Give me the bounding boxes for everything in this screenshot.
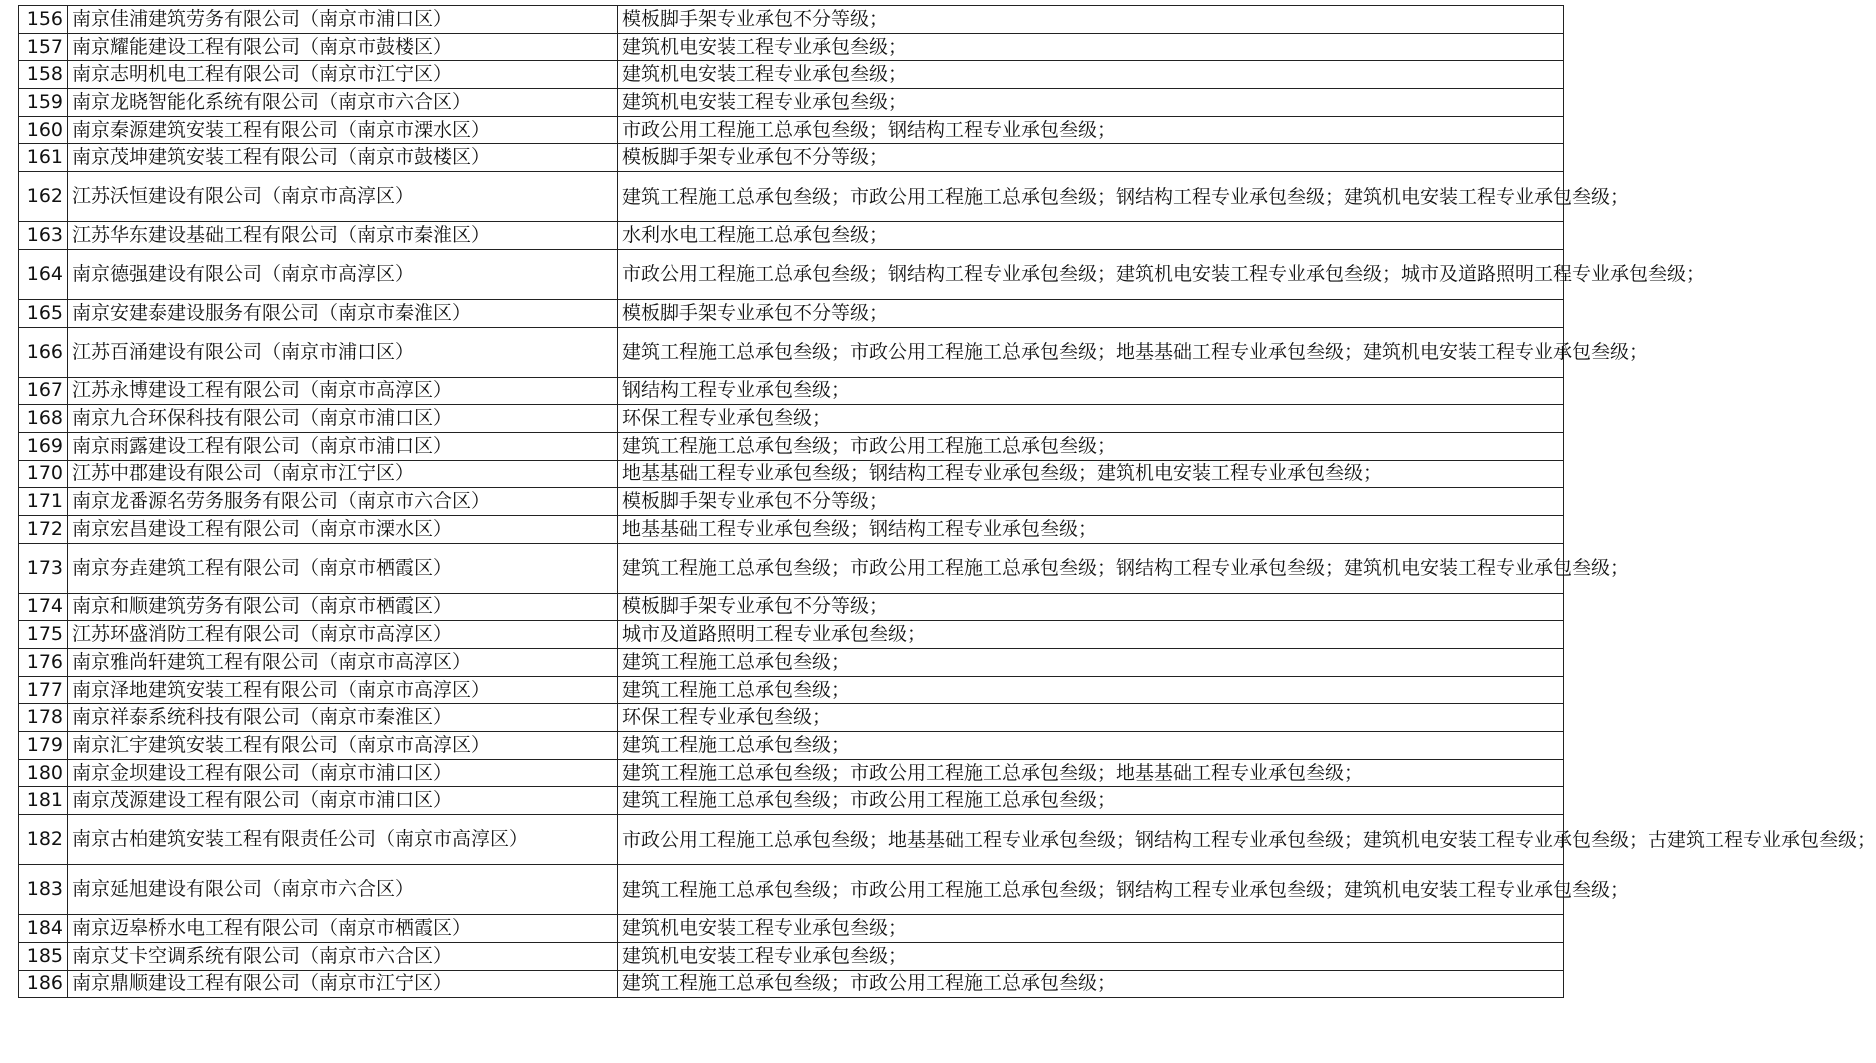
qualification-text: 建筑工程施工总承包叁级；市政公用工程施工总承包叁级；地基基础工程专业承包叁级； [618, 759, 1564, 787]
company-name: 南京佳浦建筑劳务有限公司（南京市浦口区） [68, 6, 618, 34]
company-name: 南京雅尚轩建筑工程有限公司（南京市高淳区） [68, 649, 618, 677]
row-number: 183 [19, 865, 68, 915]
company-name: 江苏沃恒建设有限公司（南京市高淳区） [68, 172, 618, 222]
company-name: 南京迈皋桥水电工程有限公司（南京市栖霞区） [68, 915, 618, 943]
table-row [19, 249, 1564, 299]
company-name: 南京安建泰建设服务有限公司（南京市秦淮区） [68, 299, 618, 327]
qualification-text: 建筑工程施工总承包叁级； [618, 676, 1564, 704]
row-number: 158 [19, 61, 68, 89]
company-name: 南京宏昌建设工程有限公司（南京市溧水区） [68, 515, 618, 543]
table-row [19, 6, 1564, 34]
company-name: 南京耀能建设工程有限公司（南京市鼓楼区） [68, 33, 618, 61]
row-number: 179 [19, 732, 68, 760]
row-number: 161 [19, 144, 68, 172]
table-row [19, 787, 1564, 815]
row-number: 156 [19, 6, 68, 34]
qualification-text: 地基基础工程专业承包叁级；钢结构工程专业承包叁级； [618, 515, 1564, 543]
qualification-text: 建筑工程施工总承包叁级； [618, 732, 1564, 760]
row-number: 181 [19, 787, 68, 815]
qualification-text: 建筑工程施工总承包叁级；市政公用工程施工总承包叁级；钢结构工程专业承包叁级；建筑机电安装工程专业承包叁级； [618, 172, 1564, 222]
qualification-text: 建筑机电安装工程专业承包叁级； [618, 942, 1564, 970]
row-number: 184 [19, 915, 68, 943]
qualification-text: 市政公用工程施工总承包叁级；钢结构工程专业承包叁级；建筑机电安装工程专业承包叁级；城市及道路照明工程专业承包叁级； [618, 249, 1564, 299]
row-number: 166 [19, 327, 68, 377]
table-row [19, 432, 1564, 460]
qualification-text: 模板脚手架专业承包不分等级； [618, 144, 1564, 172]
qualification-text: 建筑工程施工总承包叁级；市政公用工程施工总承包叁级；地基基础工程专业承包叁级；建筑机电安装工程专业承包叁级； [618, 327, 1564, 377]
company-name: 江苏永博建设工程有限公司（南京市高淳区） [68, 377, 618, 405]
qualification-text: 环保工程专业承包叁级； [618, 704, 1564, 732]
company-name: 南京泽地建筑安装工程有限公司（南京市高淳区） [68, 676, 618, 704]
company-name: 南京茂坤建筑安装工程有限公司（南京市鼓楼区） [68, 144, 618, 172]
company-name: 南京秦源建筑安装工程有限公司（南京市溧水区） [68, 116, 618, 144]
qualification-text: 模板脚手架专业承包不分等级； [618, 488, 1564, 516]
table-row [19, 759, 1564, 787]
table-row [19, 704, 1564, 732]
table-row [19, 515, 1564, 543]
qualification-text: 城市及道路照明工程专业承包叁级； [618, 621, 1564, 649]
row-number: 167 [19, 377, 68, 405]
row-number: 176 [19, 649, 68, 677]
row-number: 168 [19, 405, 68, 433]
table-row [19, 865, 1564, 915]
row-number: 160 [19, 116, 68, 144]
table-row [19, 89, 1564, 117]
company-name: 南京鼎顺建设工程有限公司（南京市江宁区） [68, 970, 618, 998]
table-body [19, 6, 1876, 998]
row-number: 170 [19, 460, 68, 488]
qualification-text: 建筑工程施工总承包叁级；市政公用工程施工总承包叁级；钢结构工程专业承包叁级；建筑机电安装工程专业承包叁级； [618, 543, 1564, 593]
row-number: 185 [19, 942, 68, 970]
company-name: 南京志明机电工程有限公司（南京市江宁区） [68, 61, 618, 89]
row-number: 169 [19, 432, 68, 460]
table-row [19, 61, 1564, 89]
table-row [19, 116, 1564, 144]
row-number: 159 [19, 89, 68, 117]
qualification-text: 建筑机电安装工程专业承包叁级； [618, 915, 1564, 943]
table-row [19, 732, 1564, 760]
table-row [19, 970, 1564, 998]
qualification-text: 建筑机电安装工程专业承包叁级； [618, 33, 1564, 61]
qualification-text: 建筑工程施工总承包叁级；市政公用工程施工总承包叁级；钢结构工程专业承包叁级；建筑机电安装工程专业承包叁级； [618, 865, 1564, 915]
row-number: 174 [19, 593, 68, 621]
row-number: 164 [19, 249, 68, 299]
row-number: 157 [19, 33, 68, 61]
qualification-table [18, 5, 1876, 998]
company-name: 南京龙番源名劳务服务有限公司（南京市六合区） [68, 488, 618, 516]
qualification-text: 环保工程专业承包叁级； [618, 405, 1564, 433]
table-row [19, 621, 1564, 649]
company-name: 南京龙晓智能化系统有限公司（南京市六合区） [68, 89, 618, 117]
row-number: 178 [19, 704, 68, 732]
company-name: 江苏环盛消防工程有限公司（南京市高淳区） [68, 621, 618, 649]
row-number: 175 [19, 621, 68, 649]
row-number: 180 [19, 759, 68, 787]
table-row [19, 942, 1564, 970]
table-row [19, 488, 1564, 516]
company-name: 南京金坝建设工程有限公司（南京市浦口区） [68, 759, 618, 787]
company-name: 南京夯垚建筑工程有限公司（南京市栖霞区） [68, 543, 618, 593]
qualification-text: 地基基础工程专业承包叁级；钢结构工程专业承包叁级；建筑机电安装工程专业承包叁级； [618, 460, 1564, 488]
row-number: 162 [19, 172, 68, 222]
company-name: 南京德强建设有限公司（南京市高淳区） [68, 249, 618, 299]
qualification-text: 建筑工程施工总承包叁级； [618, 649, 1564, 677]
company-name: 江苏华东建设基础工程有限公司（南京市秦淮区） [68, 222, 618, 250]
table-row [19, 815, 1564, 865]
table-row [19, 299, 1564, 327]
company-name: 江苏中郡建设有限公司（南京市江宁区） [68, 460, 618, 488]
qualification-list-page [18, 5, 1876, 998]
company-name: 江苏百涌建设有限公司（南京市浦口区） [68, 327, 618, 377]
qualification-text: 建筑工程施工总承包叁级；市政公用工程施工总承包叁级； [618, 970, 1564, 998]
table-row [19, 593, 1564, 621]
table-row [19, 676, 1564, 704]
table-row [19, 915, 1564, 943]
table-row [19, 222, 1564, 250]
row-number: 171 [19, 488, 68, 516]
table-row [19, 33, 1564, 61]
company-name: 南京艾卡空调系统有限公司（南京市六合区） [68, 942, 618, 970]
table-row [19, 377, 1564, 405]
row-number: 165 [19, 299, 68, 327]
company-name: 南京汇宇建筑安装工程有限公司（南京市高淳区） [68, 732, 618, 760]
qualification-text: 水利水电工程施工总承包叁级； [618, 222, 1564, 250]
table-row [19, 144, 1564, 172]
company-name: 南京古柏建筑安装工程有限责任公司（南京市高淳区） [68, 815, 618, 865]
row-number: 163 [19, 222, 68, 250]
qualification-text: 模板脚手架专业承包不分等级； [618, 593, 1564, 621]
row-number: 186 [19, 970, 68, 998]
qualification-text: 模板脚手架专业承包不分等级； [618, 6, 1564, 34]
row-number: 177 [19, 676, 68, 704]
qualification-text: 建筑工程施工总承包叁级；市政公用工程施工总承包叁级； [618, 787, 1564, 815]
table-row [19, 460, 1564, 488]
company-name: 南京雨露建设工程有限公司（南京市浦口区） [68, 432, 618, 460]
qualification-text: 市政公用工程施工总承包叁级；钢结构工程专业承包叁级； [618, 116, 1564, 144]
qualification-text: 市政公用工程施工总承包叁级；地基基础工程专业承包叁级；钢结构工程专业承包叁级；建筑机电安装工程专业承包叁级；古建筑工程专业承包叁级； [618, 815, 1564, 865]
table-row [19, 543, 1564, 593]
row-number: 182 [19, 815, 68, 865]
company-name: 南京茂源建设工程有限公司（南京市浦口区） [68, 787, 618, 815]
row-number: 172 [19, 515, 68, 543]
company-name: 南京和顺建筑劳务有限公司（南京市栖霞区） [68, 593, 618, 621]
table-row [19, 327, 1564, 377]
row-number: 173 [19, 543, 68, 593]
qualification-text: 建筑工程施工总承包叁级；市政公用工程施工总承包叁级； [618, 432, 1564, 460]
qualification-text: 建筑机电安装工程专业承包叁级； [618, 89, 1564, 117]
qualification-text: 钢结构工程专业承包叁级； [618, 377, 1564, 405]
table-row [19, 172, 1564, 222]
company-name: 南京九合环保科技有限公司（南京市浦口区） [68, 405, 618, 433]
company-name: 南京祥泰系统科技有限公司（南京市秦淮区） [68, 704, 618, 732]
qualification-text: 模板脚手架专业承包不分等级； [618, 299, 1564, 327]
table-row [19, 649, 1564, 677]
company-name: 南京延旭建设有限公司（南京市六合区） [68, 865, 618, 915]
qualification-text: 建筑机电安装工程专业承包叁级； [618, 61, 1564, 89]
table-row [19, 405, 1564, 433]
